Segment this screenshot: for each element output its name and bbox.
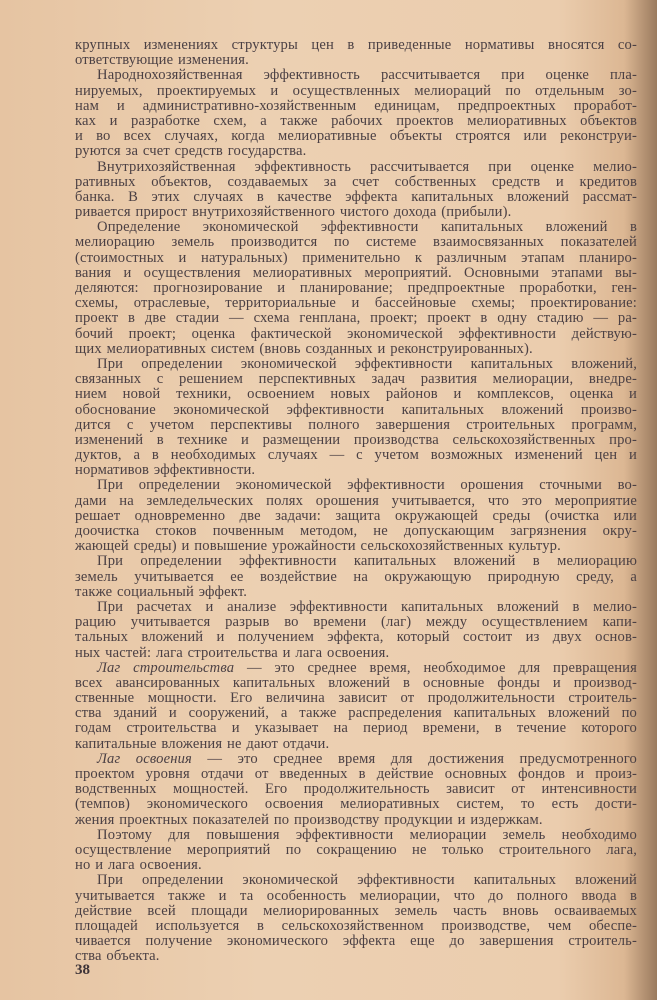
line-text: При определении эффективности капитальных вложений в мелиорацию bbox=[97, 553, 637, 570]
line-text: банка. В этих случаях в качестве эффекта капитальных вложений рассмат- bbox=[75, 188, 637, 205]
line-text: Народнохозяйственная эффективность рассчитывается при оценке пла- bbox=[97, 67, 637, 84]
text-line bbox=[75, 843, 637, 858]
text-line bbox=[75, 524, 637, 539]
paragraph bbox=[75, 68, 637, 159]
line-text: жения проектных показателей по производству продукции и издержкам. bbox=[75, 811, 543, 828]
line-text: бочий проект; оценка фактической экономической эффективности действую- bbox=[75, 325, 637, 342]
text-line bbox=[75, 129, 637, 144]
line-text: дуктов, а в необходимых случаях — с учетом возможных изменений цен и bbox=[75, 447, 637, 464]
line-text: ривается прирост внутрихозяйственного чистого дохода (прибыли). bbox=[75, 204, 512, 221]
line-text: капитальные вложения не дают отдачи. bbox=[75, 735, 330, 752]
line-text: доочистка стоков почвенным методом, не допускающим загрязнения окру- bbox=[75, 523, 637, 539]
text-line bbox=[75, 433, 637, 448]
text-line bbox=[75, 570, 637, 585]
text-line bbox=[75, 403, 637, 418]
line-text: При определении экономической эффективности орошения сточными во- bbox=[97, 477, 637, 494]
paragraph bbox=[75, 554, 637, 600]
line-text: нием новой техники, освоением новых районов и комплексов, оценка и bbox=[75, 386, 637, 403]
text-line bbox=[75, 205, 637, 220]
text-line bbox=[75, 797, 637, 812]
line-text: ственные мощности. Его величина зависит от продолжительности строитель- bbox=[75, 690, 637, 707]
text-line bbox=[75, 949, 637, 964]
text-line bbox=[75, 99, 637, 114]
line-text: нормативов эффективности. bbox=[75, 462, 256, 479]
body-text bbox=[75, 38, 637, 964]
line-text: изменений в технике и размещении производства сельскохозяйственных про- bbox=[75, 431, 637, 448]
line-text: руются за счет средств государства. bbox=[75, 143, 307, 160]
line-text: ративных объектов, создаваемых за счет собственных средств и кредитов bbox=[75, 173, 637, 190]
text-line bbox=[75, 615, 637, 630]
text-line bbox=[75, 554, 637, 569]
text-line bbox=[75, 782, 637, 797]
paragraph bbox=[75, 357, 637, 479]
paragraph bbox=[75, 873, 637, 964]
text-line bbox=[75, 737, 637, 752]
line-text: ства объекта. bbox=[75, 948, 160, 965]
text-line bbox=[75, 539, 637, 554]
line-text: действие всей площади мелиорированных земель часть вновь осваиваемых bbox=[75, 902, 637, 919]
text-line bbox=[75, 858, 637, 873]
line-text: ответствующие изменения. bbox=[75, 52, 249, 69]
text-line bbox=[75, 311, 637, 326]
text-line bbox=[75, 661, 637, 676]
line-text: площадей используется в сельскохозяйственном производстве, чем обеспе- bbox=[75, 917, 637, 934]
text-line bbox=[75, 585, 637, 600]
line-text: Определение экономической эффективности капитальных вложений в bbox=[97, 219, 637, 236]
line-text: Внутрихозяйственная эффективность рассчитывается при оценке мелио- bbox=[97, 158, 637, 175]
text-line bbox=[75, 676, 637, 691]
text-line bbox=[75, 934, 637, 949]
line-text: деляются: прогнозирование и планирование; предпроектные проработки, ген- bbox=[75, 280, 637, 296]
text-line bbox=[75, 509, 637, 524]
line-text: При определении экономической эффективности капитальных вложений, bbox=[97, 355, 637, 372]
paragraph bbox=[75, 478, 637, 554]
line-text: годам строительства и указывает на период времени, в течение которого bbox=[75, 720, 637, 737]
line-text: вания и осуществления мелиоративных мероприятий. Основными этапами вы- bbox=[75, 264, 637, 281]
line-text: — это среднее время для достижения предусмотренного bbox=[191, 750, 637, 767]
line-text: крупных изменениях структуры цен в приведенные нормативы вносятся со- bbox=[75, 37, 637, 53]
line-text: также социальный эффект. bbox=[75, 583, 248, 600]
text-line bbox=[75, 68, 637, 83]
text-line bbox=[75, 190, 637, 205]
text-line bbox=[75, 220, 637, 235]
text-line bbox=[75, 478, 637, 493]
text-line bbox=[75, 813, 637, 828]
page-number: 38 bbox=[75, 962, 90, 978]
line-text: но и лага освоения. bbox=[75, 857, 202, 874]
text-line bbox=[75, 646, 637, 661]
line-text: нируемых, проектируемых и осуществленных мелиораций по отдельным зо- bbox=[75, 82, 637, 99]
text-line bbox=[75, 296, 637, 311]
text-line bbox=[75, 114, 637, 129]
text-line bbox=[75, 691, 637, 706]
text-line bbox=[75, 266, 637, 281]
line-text: дится с учетом перспективы полного завершения строительных программ, bbox=[75, 416, 637, 433]
text-line bbox=[75, 144, 637, 159]
text-line bbox=[75, 235, 637, 250]
line-text: ках и разработке схем, а также рабочих проектов мелиоративных объектов bbox=[75, 112, 637, 129]
text-line bbox=[75, 752, 637, 767]
line-text: Поэтому для повышения эффективности мелиорации земель необходимо bbox=[97, 826, 637, 843]
line-text: ных частей: лага строительства и лага освоения. bbox=[75, 644, 390, 661]
text-line bbox=[75, 463, 637, 478]
line-text: нам и административно-хозяйственным единицам, предпроектных проработ- bbox=[75, 97, 637, 114]
text-line bbox=[75, 767, 637, 782]
paragraph bbox=[75, 220, 637, 357]
text-line bbox=[75, 448, 637, 463]
line-text: ства зданий и сооружений, а также распределения капитальных вложений по bbox=[75, 705, 637, 722]
term: Лаг освоения bbox=[97, 750, 192, 767]
line-text: земель учитывается ее воздействие на окружающую природную среду, а bbox=[75, 568, 637, 585]
text-line bbox=[75, 175, 637, 190]
line-text: При определении экономической эффективности капитальных вложений bbox=[97, 872, 637, 889]
line-text: мелиорацию земель производится по системе взаимосвязанных показателей bbox=[75, 234, 637, 251]
line-text: осуществление мероприятий по сокращению не только строительного лага, bbox=[75, 841, 637, 858]
paragraph bbox=[75, 661, 637, 752]
line-text: тальных вложений и получением эффекта, который состоит из двух основ- bbox=[75, 629, 637, 646]
line-text: (темпов) экономического освоения мелиоративных систем, то есть дости- bbox=[75, 796, 637, 813]
line-text: проектом уровня отдачи от введенных в действие основных фондов и произ- bbox=[75, 766, 637, 782]
text-line bbox=[75, 889, 637, 904]
text-line bbox=[75, 494, 637, 509]
text-line bbox=[75, 327, 637, 342]
line-text: щих мелиоративных систем (вновь созданных и реконструированных). bbox=[75, 340, 533, 357]
text-line bbox=[75, 53, 637, 68]
text-line bbox=[75, 372, 637, 387]
line-text: водственных мощностей. Его продолжительность зависит от интенсивности bbox=[75, 781, 637, 798]
paragraph bbox=[75, 600, 637, 661]
text-line bbox=[75, 160, 637, 175]
line-text: схемы, отраслевые, территориальные и бассейновые схемы; проектирование: bbox=[75, 295, 637, 312]
term: Лаг строительства bbox=[97, 659, 235, 676]
text-line bbox=[75, 721, 637, 736]
text-line bbox=[75, 919, 637, 934]
text-line bbox=[75, 281, 637, 296]
text-line bbox=[75, 828, 637, 843]
paragraph bbox=[75, 38, 637, 68]
text-line bbox=[75, 251, 637, 266]
line-text: — это среднее время, необходимое для превращения bbox=[234, 659, 637, 676]
text-line bbox=[75, 630, 637, 645]
text-line bbox=[75, 904, 637, 919]
text-line bbox=[75, 342, 637, 357]
line-text: дами на земледельческих полях орошения учитывается, что это мероприятие bbox=[75, 492, 637, 509]
paragraph bbox=[75, 828, 637, 874]
paragraph bbox=[75, 752, 637, 828]
line-text: связанных с решением перспективных задач развития мелиорации, внедре- bbox=[75, 371, 637, 388]
text-line bbox=[75, 706, 637, 721]
text-line bbox=[75, 600, 637, 615]
paragraph bbox=[75, 160, 637, 221]
line-text: чивается получение экономического эффекта еще до завершения строитель- bbox=[75, 933, 637, 950]
line-text: и во всех случаях, когда мелиоративные объекты строятся или реконструи- bbox=[75, 128, 637, 145]
line-text: всех авансированных капитальных вложений в основные фонды и производ- bbox=[75, 674, 637, 691]
text-line bbox=[75, 418, 637, 433]
line-text: рацию учитывается разрыв во времени (лаг) между осуществлением капи- bbox=[75, 614, 637, 631]
line-text: (стоимостных и натуральных) применительно к различным этапам планиро- bbox=[75, 249, 637, 266]
line-text: учитывается также и та особенность мелиорации, что до полного ввода в bbox=[75, 887, 637, 904]
text-line bbox=[75, 357, 637, 372]
line-text: жающей среды) и повышение урожайности сельскохозяйственных культур. bbox=[75, 538, 561, 555]
text-line bbox=[75, 38, 637, 53]
line-text: решает одновременно две задачи: защита окружающей среды (очистка или bbox=[75, 507, 637, 524]
line-text: обоснование экономической эффективности капитальных вложений произво- bbox=[75, 401, 637, 418]
line-text: проект в две стадии — схема генплана, проект; проект в одну стадию — ра- bbox=[75, 310, 637, 327]
line-text: При расчетах и анализе эффективности капитальных вложений в мелио- bbox=[97, 598, 637, 615]
text-line bbox=[75, 873, 637, 888]
text-line bbox=[75, 84, 637, 99]
text-line bbox=[75, 387, 637, 402]
